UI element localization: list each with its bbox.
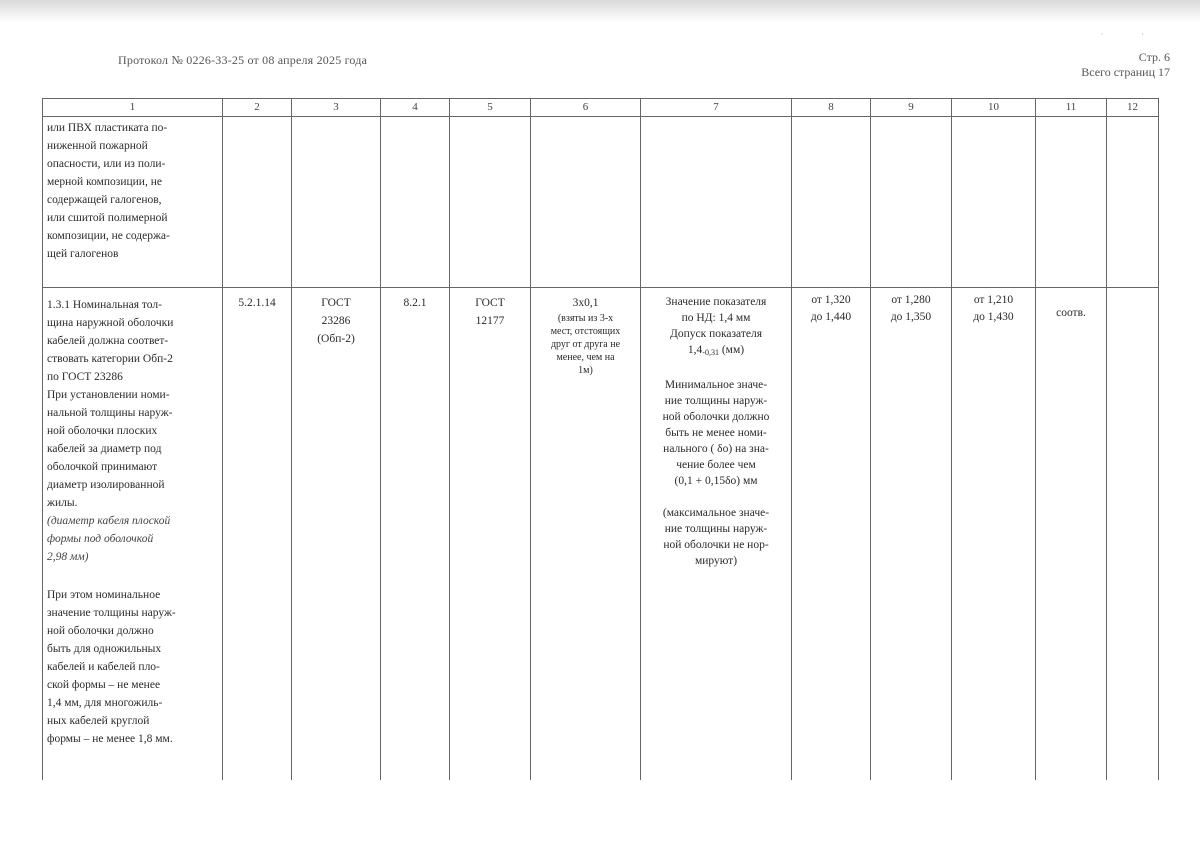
text-line: композиции, не содержа- xyxy=(47,230,170,242)
standard-cell xyxy=(292,288,381,781)
column-number: 5 xyxy=(450,99,531,117)
text-line: от 1,280 xyxy=(891,294,931,306)
text-line: щей галогенов xyxy=(47,248,119,260)
text-line: Минимальное значе- xyxy=(664,379,768,391)
text-line: мест, отстоящих xyxy=(550,326,621,337)
method-standard-cell xyxy=(450,288,531,781)
column-number: 8 xyxy=(792,99,871,117)
text-line: ние толщины наруж- xyxy=(664,395,768,407)
notes-cell xyxy=(1107,288,1159,781)
text-line: мируют) xyxy=(694,555,738,567)
text-line: или ПВХ пластиката по- xyxy=(47,122,168,134)
text-line: быть для одножильных xyxy=(47,643,162,655)
text-line: мерной композиции, не xyxy=(47,176,162,188)
text-line: до 1,430 xyxy=(973,311,1014,323)
protocol-title: Протокол № 0226-33-25 от 08 апреля 2025 года xyxy=(118,53,368,67)
requirement-cell xyxy=(43,288,223,781)
text-line: жилы. xyxy=(47,497,78,509)
page-number: Стр. 6 xyxy=(1138,50,1170,64)
text-line: (диаметр кабеля плоской xyxy=(47,515,171,527)
text-line: ных кабелей круглой xyxy=(47,715,150,727)
requirement-cell xyxy=(43,117,223,288)
result-cell-sample-2 xyxy=(871,288,952,781)
text-line: диаметр изолированной xyxy=(47,479,165,491)
column-number: 12 xyxy=(1107,99,1159,117)
text-line: чение более чем xyxy=(676,459,756,471)
text-line: оболочкой принимают xyxy=(47,461,158,473)
result-cell-sample-3 xyxy=(952,288,1036,781)
text-line: 1м) xyxy=(578,365,593,376)
text-line: (максимальное значе- xyxy=(662,507,770,519)
text-line: нального ( δо) на зна- xyxy=(663,443,769,455)
text-line: щина наружной оболочки xyxy=(47,317,174,329)
text-line: 3х0,1 xyxy=(572,297,599,309)
text-line: значение толщины наруж- xyxy=(47,607,176,619)
column-number: 6 xyxy=(531,99,641,117)
text-line: кабелей и кабелей пло- xyxy=(47,661,160,673)
text-line: 12177 xyxy=(475,315,505,327)
column-number: 10 xyxy=(952,99,1036,117)
sample-cell xyxy=(531,288,641,781)
test-results-table xyxy=(42,98,1159,780)
text-line: формы под оболочкой xyxy=(47,533,154,545)
page-info xyxy=(1081,50,1170,80)
text-line: содержащей галогенов, xyxy=(47,194,162,206)
text-line: ской формы – не менее xyxy=(47,679,161,691)
column-number: 3 xyxy=(292,99,381,117)
table-row xyxy=(43,288,1159,781)
method-clause-cell: 8.2.1 xyxy=(381,288,450,781)
text-line: Значение показателя xyxy=(665,296,767,308)
text-line: ниженной пожарной xyxy=(47,140,148,152)
column-number: 7 xyxy=(641,99,792,117)
scan-marks: · · xyxy=(1100,30,1162,39)
scan-shadow xyxy=(0,0,1200,22)
text-line: 1.3.1 Номинальная тол- xyxy=(47,299,162,311)
text-line: ной оболочки должно xyxy=(47,625,154,637)
text-line: от 1,320 xyxy=(811,294,851,306)
text-line: (Обп-2) xyxy=(317,333,355,345)
text-line: ной оболочки плоских xyxy=(47,425,158,437)
text-line: до 1,440 xyxy=(810,311,852,323)
conformity-cell: соотв. xyxy=(1036,288,1107,781)
text-line: 1,4 мм, для многожиль- xyxy=(47,697,163,709)
text-line: кабелей за диаметр под xyxy=(47,443,162,455)
column-number: 1 xyxy=(43,99,223,117)
text-line: менее, чем на xyxy=(556,352,615,363)
text-line: 2,98 мм) xyxy=(47,551,89,563)
text-line: нальной толщины наруж- xyxy=(47,407,173,419)
text-line: по НД: 1,4 мм xyxy=(681,312,751,324)
text-line: от 1,210 xyxy=(973,294,1014,306)
text-line: (взяты из 3-х xyxy=(557,313,614,324)
text-line: опасности, или из поли- xyxy=(47,158,166,170)
text-line: формы – не менее 1,8 мм. xyxy=(47,733,173,745)
column-number: 11 xyxy=(1036,99,1107,117)
norm-cell xyxy=(641,288,792,781)
tolerance-line: $1,4_{-0,31}$ (мм) xyxy=(687,344,745,357)
text-line: ной оболочки должно xyxy=(662,411,770,423)
text-line: ствовать категории Обп-2 xyxy=(47,353,173,365)
text-line: ГОСТ xyxy=(475,297,505,309)
text-line: ние толщины наруж- xyxy=(664,523,768,535)
column-number-row xyxy=(43,99,1159,117)
text-line: При установлении номи- xyxy=(47,389,170,401)
text-line: 23286 xyxy=(321,315,351,327)
text-line: При этом номинальное xyxy=(47,589,161,601)
total-pages: Всего страниц 17 xyxy=(1081,65,1170,79)
result-cell-sample-1 xyxy=(792,288,871,781)
text-line: ГОСТ xyxy=(321,297,351,309)
text-line: (0,1 + 0,15δо) мм xyxy=(674,475,758,487)
text-line: друг от друга не xyxy=(550,339,621,350)
clause-cell: 5.2.1.14 xyxy=(223,288,292,781)
text-line: или сшитой полимерной xyxy=(47,212,168,224)
text-line: Допуск показателя xyxy=(670,328,762,340)
column-number: 4 xyxy=(381,99,450,117)
column-number: 2 xyxy=(223,99,292,117)
text-line: ной оболочки не нор- xyxy=(663,539,769,551)
text-line: кабелей должна соответ- xyxy=(47,335,169,347)
text-line: быть не менее номи- xyxy=(665,427,767,439)
text-line: по ГОСТ 23286 xyxy=(47,371,123,383)
table-row-continuation xyxy=(43,117,1159,288)
column-number: 9 xyxy=(871,99,952,117)
text-line: до 1,350 xyxy=(890,311,932,323)
